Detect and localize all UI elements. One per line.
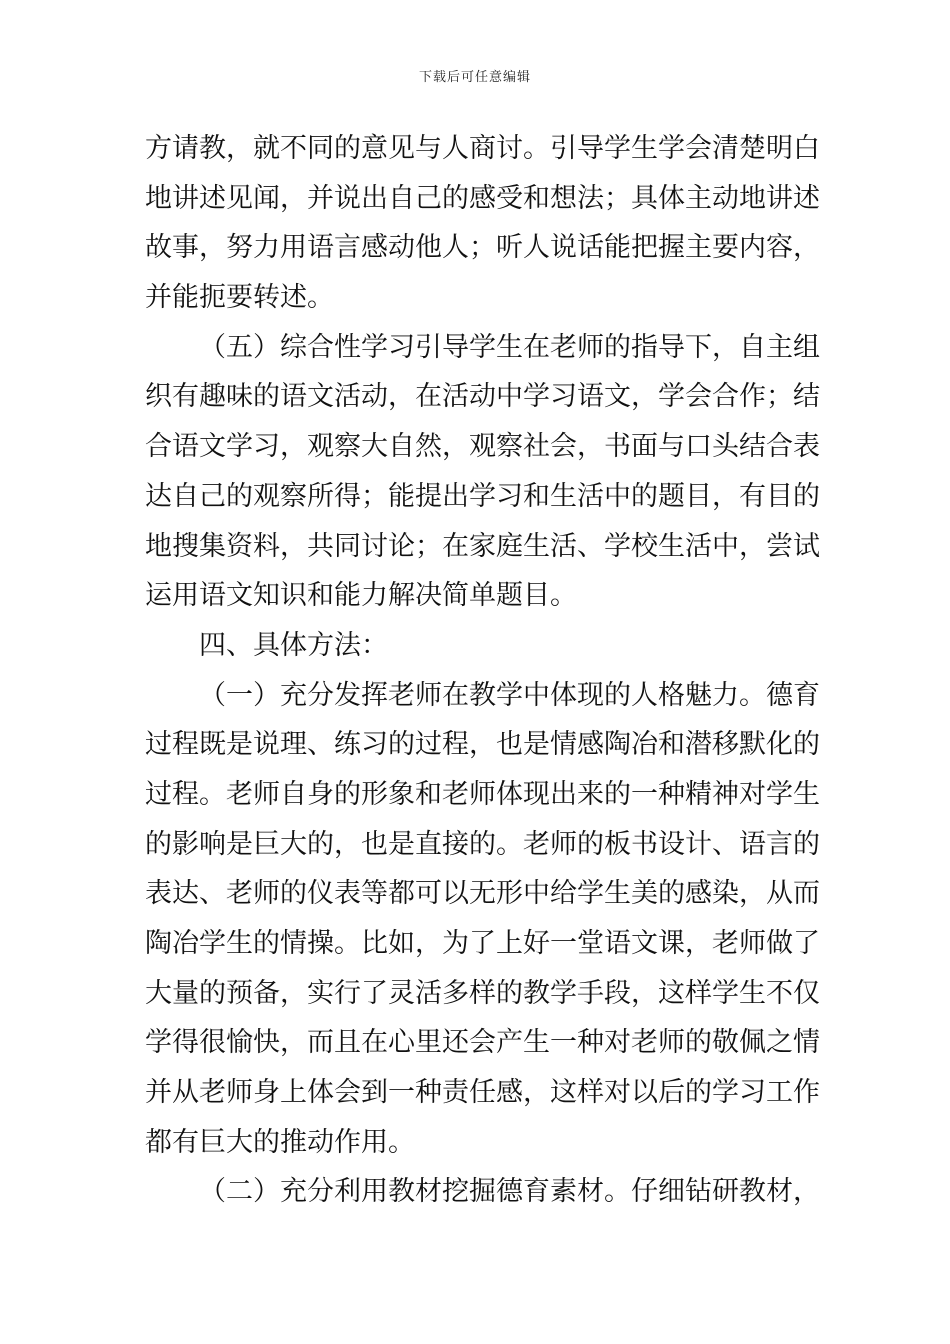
- text-line: 的影响是巨大的，也是直接的。老师的板书设计、语言的: [145, 828, 820, 860]
- text-line: 地讲述见闻，并说出自己的感受和想法；具体主动地讲述: [145, 182, 820, 214]
- text-line: 学得很愉快，而且在心里还会产生一种对老师的敬佩之情: [145, 1027, 820, 1059]
- text-line: 运用语文知识和能力解决简单题目。: [145, 580, 577, 612]
- text-line: 方请教，就不同的意见与人商讨。引导学生学会清楚明白: [145, 133, 820, 164]
- text-line: （二）充分利用教材挖掘德育素材。仔细钻研教材，: [199, 1176, 820, 1208]
- text-line: 织有趣味的语文活动，在活动中学习语文，学会合作；结: [145, 381, 820, 413]
- text-line: 达自己的观察所得；能提出学习和生活中的题目，有目的: [145, 480, 820, 512]
- page-header-note: 下载后可任意编辑: [418, 70, 531, 85]
- text-line: 地搜集资料，共同讨论；在家庭生活、学校生活中，尝试: [145, 530, 820, 562]
- text-line: （一）充分发挥老师在教学中体现的人格魅力。德育: [199, 679, 820, 711]
- document-body: [145, 124, 820, 1217]
- text-line: 合语文学习，观察大自然，观察社会，书面与口头结合表: [145, 431, 820, 463]
- text-line: 都有巨大的推动作用。: [145, 1126, 415, 1158]
- text-line: 大量的预备，实行了灵活多样的教学手段，这样学生不仅: [145, 977, 820, 1009]
- text-line: 过程。老师自身的形象和老师体现出来的一种精神对学生: [145, 778, 820, 810]
- text-line: 并能扼要转述。: [145, 282, 334, 314]
- text-line: 并从老师身上体会到一种责任感，这样对以后的学习工作: [145, 1077, 820, 1109]
- text-line: 故事，努力用语言感动他人；听人说话能把握主要内容，: [145, 232, 820, 264]
- section-heading: 四、具体方法：: [199, 629, 388, 661]
- text-line: 陶冶学生的情操。比如，为了上好一堂语文课，老师做了: [145, 928, 820, 959]
- text-line: 表达、老师的仪表等都可以无形中给学生美的感染，从而: [145, 878, 820, 910]
- text-line: 过程既是说理、练习的过程，也是情感陶冶和潜移默化的: [145, 729, 820, 761]
- text-line: （五）综合性学习引导学生在老师的指导下，自主组: [199, 331, 820, 363]
